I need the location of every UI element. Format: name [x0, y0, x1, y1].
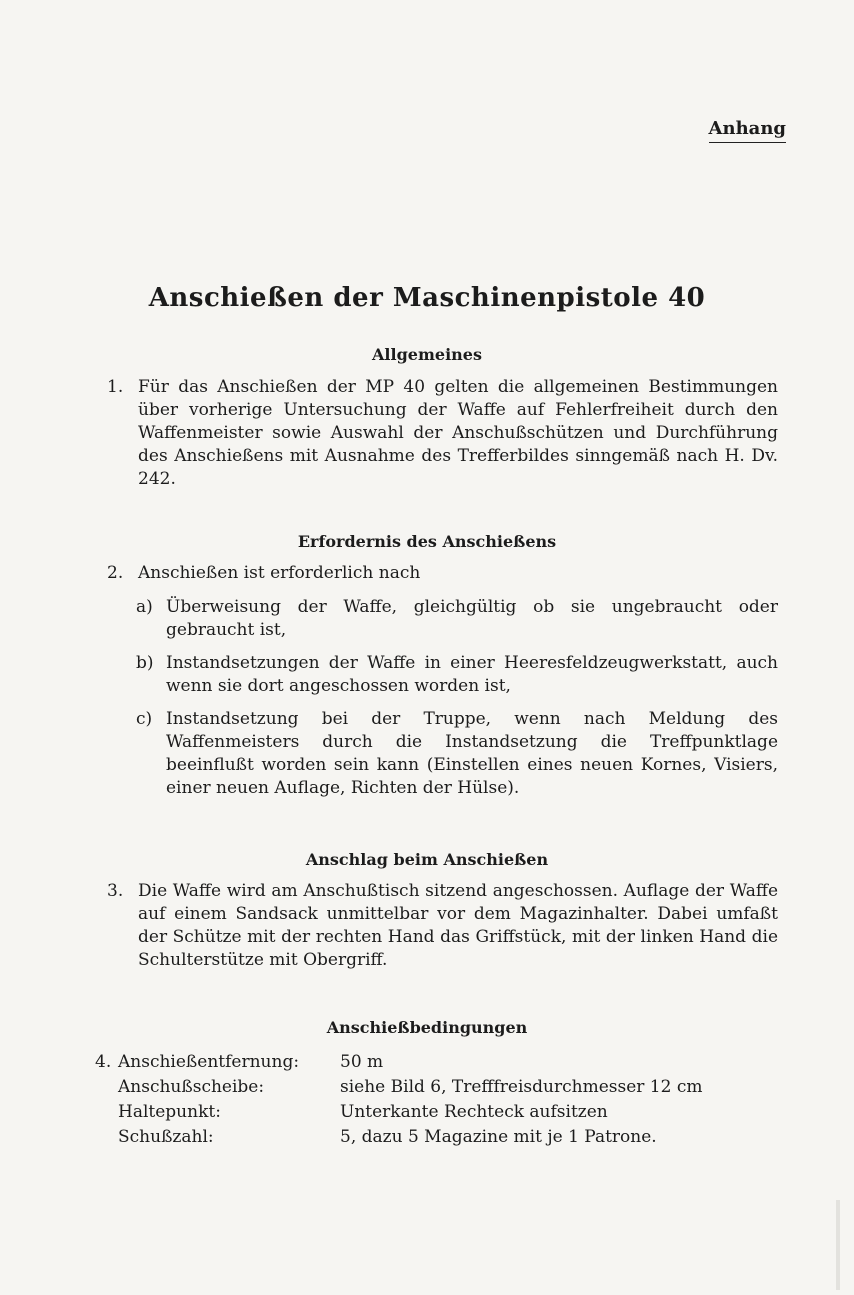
condition-value: 50 m	[340, 1052, 384, 1072]
list-item: Überweisung der Waffe, gleichgültig ob sie ungebraucht oder gebraucht ist,	[166, 597, 778, 640]
list-item-mark: a)	[136, 597, 153, 617]
condition-label: Anschießentfernung:	[118, 1052, 300, 1072]
section-heading-conditions: Anschießbedingungen	[326, 1018, 528, 1037]
condition-label: Schußzahl:	[118, 1127, 214, 1147]
condition-label: Anschußscheibe:	[118, 1077, 265, 1097]
section-number: 4.	[95, 1052, 112, 1072]
condition-label: Haltepunkt:	[118, 1102, 221, 1122]
section-heading-general: Allgemeines	[372, 345, 482, 364]
condition-row	[0, 1050, 854, 1074]
section-paragraph: Die Waffe wird am Anschußtisch sitzend angeschossen. Auflage der Waffe auf einem Sandsack unmittelbar vor dem Magazinhalter. Dabei umfaßt der Schütze mit der rechten Hand das Griffstück, mit der linken Hand die Schulterstütze mit Obergriff.	[138, 881, 778, 970]
section-heading-requirement: Erfordernis des Anschießens	[297, 532, 557, 551]
list-item-mark: c)	[136, 709, 153, 729]
condition-row	[0, 1100, 854, 1124]
appendix-label: Anhang	[709, 118, 786, 143]
condition-value: Unterkante Rechteck aufsitzen	[340, 1102, 608, 1122]
section-number: 2.	[107, 563, 124, 583]
condition-value: siehe Bild 6, Trefffreisdurchmesser 12 cm	[340, 1077, 703, 1097]
page-title: Anschießen der Maschinenpistole 40	[148, 283, 706, 313]
list-item: Instandsetzung bei der Truppe, wenn nach Meldung des Waffenmeisters durch die Instandsetzung die Treffpunktlage beeinflußt worden sein kann (Einstellen eines neuen Kornes, Visiers, einer neuen Auflage, Richten der Hülse).	[166, 709, 778, 798]
scan-edge	[836, 1200, 840, 1290]
condition-row	[0, 1125, 854, 1149]
section-paragraph: Für das Anschießen der MP 40 gelten die allgemeinen Bestimmungen über vorherige Untersuchung der Waffe auf Fehlerfreiheit durch den Waffenmeister sowie Auswahl der Anschußschützen und Durchführung des Anschießens mit Ausnahme des Trefferbildes sinngemäß nach H. Dv. 242.	[138, 377, 778, 489]
section-paragraph: Anschießen ist erforderlich nach	[138, 563, 421, 583]
condition-value: 5, dazu 5 Magazine mit je 1 Patrone.	[340, 1127, 657, 1147]
section-heading-position: Anschlag beim Anschießen	[305, 850, 549, 869]
list-item: Instandsetzungen der Waffe in einer Heeresfeldzeugwerkstatt, auch wenn sie dort angeschossen worden ist,	[166, 653, 778, 696]
list-item-mark: b)	[136, 653, 154, 673]
section-number: 3.	[107, 881, 124, 901]
condition-row	[0, 1075, 854, 1099]
section-number: 1.	[107, 377, 124, 397]
